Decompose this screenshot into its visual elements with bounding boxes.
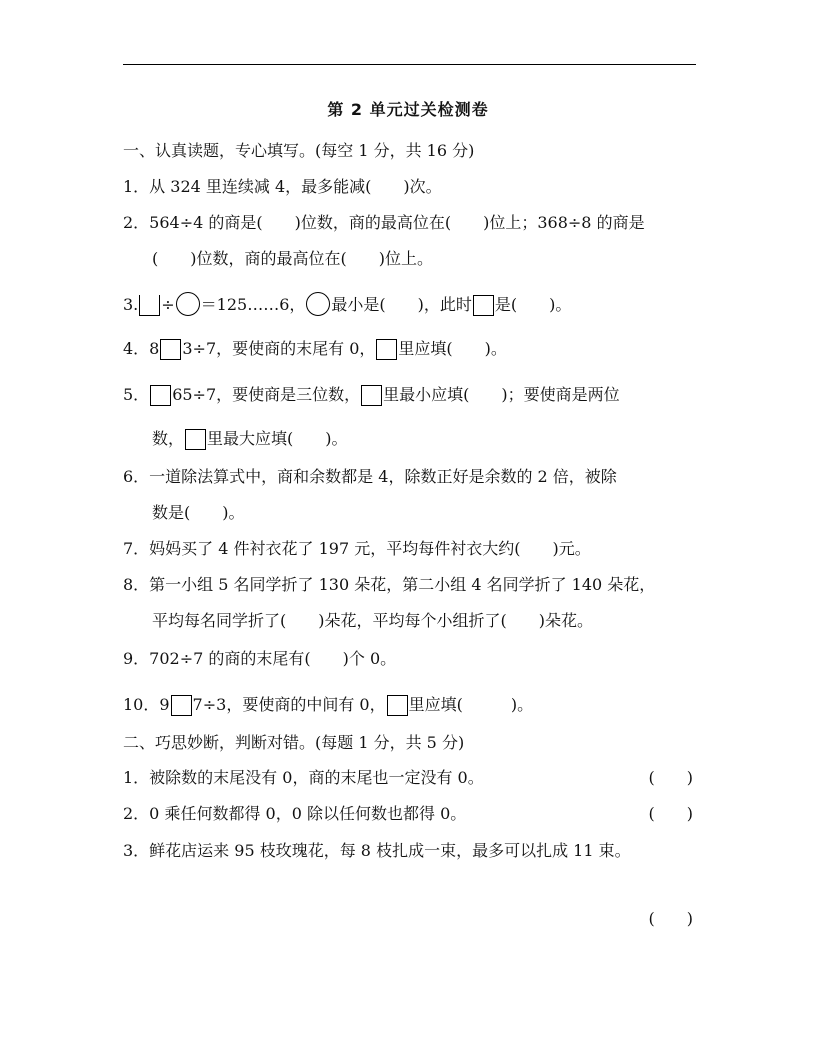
question-text: 里最小应填( )；要使商是两位: [383, 385, 620, 404]
question-1-2-line2: ( )位数，商的最高位在( )位上。: [152, 249, 433, 268]
question-number: 3.: [123, 295, 139, 314]
blank-box: [150, 385, 171, 406]
question-2-2: 2．0 乘任何数都得 0，0 除以任何数也都得 0。: [123, 804, 467, 823]
question-text: 10．9: [123, 695, 170, 714]
equation-text: ＝125……6，: [200, 295, 306, 314]
question-text: 最小是( )，此时: [331, 295, 472, 314]
question-text: 5．: [123, 385, 150, 404]
blank-box: [160, 339, 181, 360]
question-1-10: [123, 694, 533, 716]
question-text: 是( )。: [494, 295, 572, 314]
question-text: 7÷3，要使商的中间有 0，: [192, 695, 386, 714]
blank-box: [361, 385, 382, 406]
header-rule: [123, 64, 696, 65]
question-1-6-line1: 6．一道除法算式中，商和余数都是 4，除数正好是余数的 2 倍，被除: [123, 467, 617, 486]
question-1-3: [123, 292, 571, 316]
blank-box: [473, 295, 494, 316]
question-text: 数，: [152, 429, 185, 448]
answer-paren: ( ): [648, 909, 693, 928]
blank-circle: [176, 292, 200, 316]
question-1-5-line2: [152, 428, 348, 450]
question-text: 里应填( )。: [408, 695, 534, 714]
blank-box: [185, 429, 206, 450]
question-text: 里最大应填( )。: [207, 429, 348, 448]
question-1-5-line1: [123, 384, 620, 406]
question-1-8-line1: 8．第一小组 5 名同学折了 130 朵花，第二小组 4 名同学折了 140 朵花，: [123, 575, 656, 594]
blank-box: [171, 695, 192, 716]
question-1-7: 7．妈妈买了 4 件衬衣花了 197 元，平均每件衬衣大约( )元。: [123, 539, 591, 558]
question-text: 4．8: [123, 339, 160, 358]
page-title: 第 2 单元过关检测卷: [327, 100, 489, 119]
question-1-6-line2: 数是( )。: [152, 503, 245, 522]
blank-box: [376, 339, 397, 360]
answer-paren: ( ): [648, 768, 693, 787]
question-text: 3÷7，要使商的末尾有 0，: [182, 339, 376, 358]
section-1-heading: 一、认真读题，专心填写。(每空 1 分，共 16 分): [123, 141, 475, 160]
answer-paren: ( ): [648, 804, 693, 823]
question-text: 65÷7，要使商是三位数，: [172, 385, 361, 404]
question-1-9: 9．702÷7 的商的末尾有( )个 0。: [123, 649, 397, 668]
question-1-8-line2: 平均每名同学折了( )朵花，平均每个小组折了( )朵花。: [152, 611, 593, 630]
question-2-1: 1．被除数的末尾没有 0，商的末尾也一定没有 0。: [123, 768, 484, 787]
question-1-4: [123, 338, 507, 360]
blank-box: [387, 695, 408, 716]
question-text: 里应填( )。: [398, 339, 507, 358]
blank-circle: [306, 292, 330, 316]
section-2-heading: 二、巧思妙断，判断对错。(每题 1 分，共 5 分): [123, 733, 465, 752]
question-2-3: 3．鲜花店运来 95 枝玫瑰花，每 8 枝扎成一束，最多可以扎成 11 束。: [123, 841, 631, 860]
question-1-1: 1．从 324 里连续减 4，最多能减( )次。: [123, 177, 442, 196]
question-1-2-line1: 2．564÷4 的商是( )位数，商的最高位在( )位上；368÷8 的商是: [123, 213, 645, 232]
divide-sign: ÷: [161, 295, 175, 314]
blank-box: [139, 295, 160, 316]
